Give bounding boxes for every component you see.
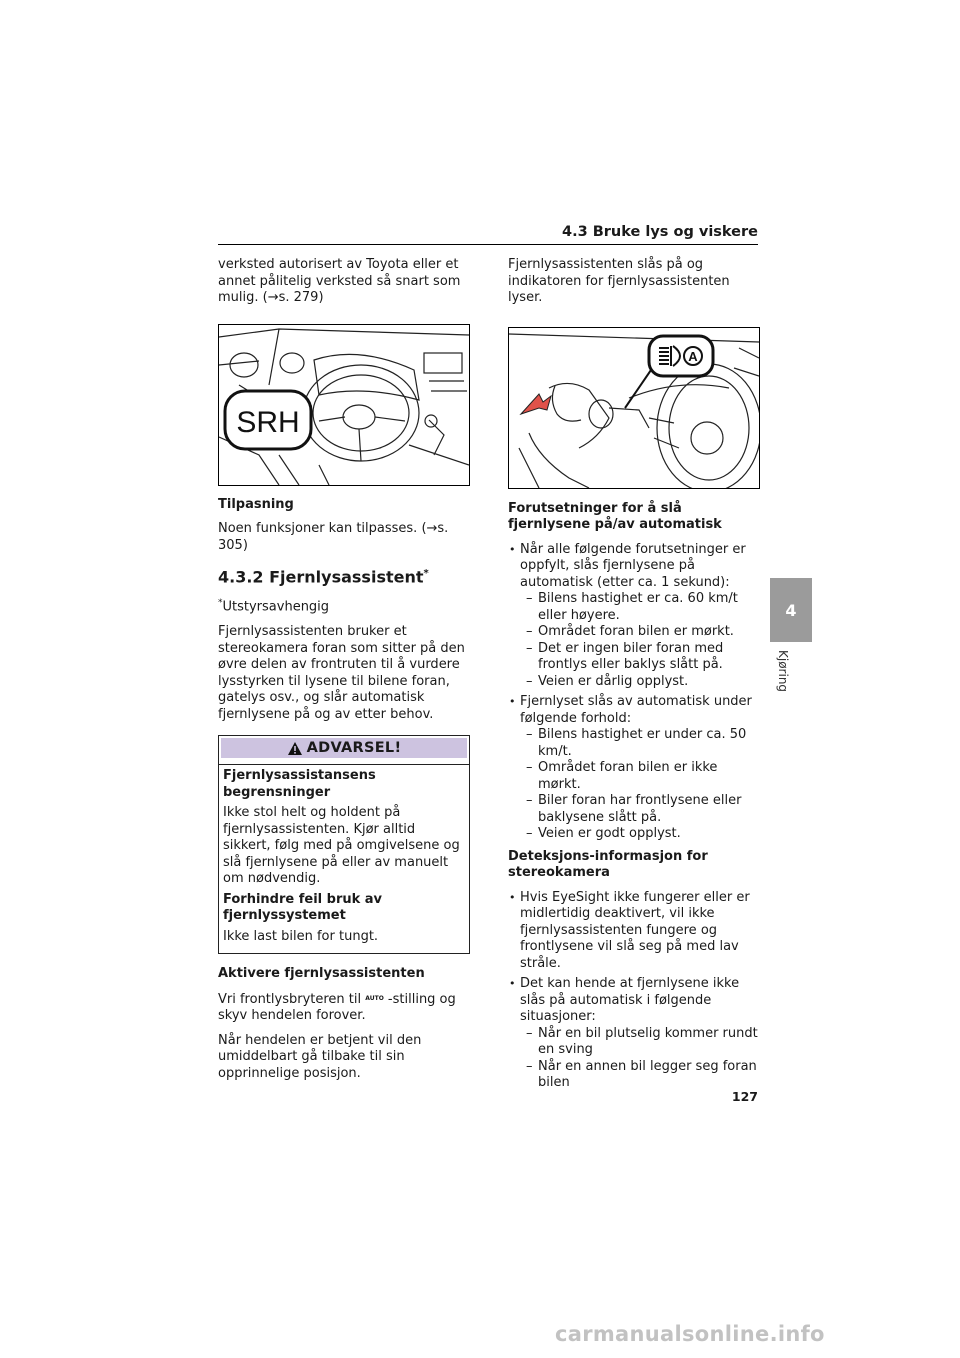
right-intro: Fjernlysassistenten slås på og indikatoren for fjernlysassistenten lyser. — [508, 257, 730, 305]
warning-box — [218, 735, 470, 954]
right-column — [508, 257, 760, 1098]
warning-text-1: Ikke stol helt og holdent på fjernlysassistenten. Kjør alltid sikkert, følg med på omgivelsene og slå fjernlysene på eller av manuelt om nødvendig. — [223, 805, 460, 887]
list-item: – Veien er godt opplyst. — [526, 826, 760, 843]
tilpasning-heading: Tilpasning — [218, 496, 294, 512]
list-item: – Området foran bilen er mørkt. — [526, 624, 760, 641]
lever-illustration — [509, 328, 759, 488]
intro-paragraph: verksted autorisert av Toyota eller et annet pålitelig verksted så snart som mulig. (→s. 279) — [218, 257, 461, 305]
list-item: • Det kan hende at fjernlysene ikke slås på automatisk i følgende situasjoner: – Når en bil plutselig kommer rundt en sving – Når en annen bil legger seg foran bilen — [508, 976, 760, 1092]
chapter-tab: 4 — [770, 578, 812, 642]
warning-triangle-icon — [287, 741, 303, 756]
release-text: Når hendelen er betjent vil den umiddelbart gå tilbake til sin opprinnelige posisjon. — [218, 1032, 422, 1081]
list-item: – Biler foran har frontlysene eller baklysene slått på. — [526, 793, 760, 826]
list-item: • Når alle følgende forutsetninger er oppfylt, slås fjernlysene på automatisk (etter ca. 1 sekund): – Bilens hastighet er ca. 60 km/t eller høyere. – Området foran bilen er mørkt. – Det er ingen biler foran med frontlys eller baklys slått på. – Veien er dårlig opplyst. — [508, 542, 760, 691]
srh-figure — [218, 324, 470, 486]
warning-heading-1: Fjernlysassistansens begrensninger — [223, 768, 376, 800]
watermark: carmanualsonline.info — [555, 1322, 825, 1346]
description-paragraph: Fjernlysassistenten bruker et stereokamera foran som sitter på den øvre delen av frontruten til å vurdere lysstyrken til lysene til bilene foran, gatelys osv., og slår automatisk fjernlysene på og av etter behov. — [218, 624, 465, 722]
srh-label: SRH — [236, 405, 300, 439]
list-item: – Når en annen bil legger seg foran bilen — [526, 1059, 760, 1092]
indicator-a-label: A — [688, 348, 698, 364]
activate-text: Vri frontlysbryteren til $^{AUTO}$ -stilling og skyv hendelen forover. — [218, 991, 456, 1024]
tilpasning-text: Noen funksjoner kan tilpasses. (→s. 305) — [218, 521, 449, 553]
list-item: – Bilens hastighet er ca. 60 km/t eller høyere. — [526, 591, 760, 624]
conditions-heading: Forutsetninger for å slå fjernlysene på/av automatisk — [508, 500, 722, 532]
list-item: – Det er ingen biler foran med frontlys eller baklys slått på. — [526, 641, 760, 674]
warning-text-2: Ikke last bilen for tungt. — [223, 928, 379, 944]
auto-icon: AUTO — [365, 994, 384, 1002]
detection-list — [508, 890, 760, 1092]
conditions-list — [508, 542, 760, 843]
list-item: – Området foran bilen er ikke mørkt. — [526, 760, 760, 793]
dashboard-illustration — [219, 325, 469, 485]
section-title: 4.3.2 Fjernlysassistent* — [218, 567, 429, 587]
activate-heading: Aktivere fjernlysassistenten — [218, 966, 425, 982]
page-header-title: 4.3 Bruke lys og viskere — [561, 224, 758, 240]
list-item: – Bilens hastighet er under ca. 50 km/t. — [526, 727, 760, 760]
lever-figure — [508, 327, 760, 489]
list-item: • Hvis EyeSight ikke fungerer eller er midlertidig deaktivert, vil ikke fjernlysassistenten fungere og frontlysene vil slå seg på med lav stråle. — [508, 890, 760, 973]
warning-heading-2: Forhindre feil bruk av fjernlyssystemet — [223, 891, 383, 924]
warning-title: ADVARSEL! — [306, 739, 402, 756]
list-item: • Fjernlyset slås av automatisk under følgende forhold: – Bilens hastighet er under ca. 50 km/t. – Området foran bilen er ikke mørkt. – Biler foran har frontlysene eller baklysene slått på. – Veien er godt opplyst. — [508, 694, 760, 843]
push-direction-arrow — [521, 394, 551, 414]
chapter-label: Kjøring — [776, 650, 790, 693]
list-item: – Veien er dårlig opplyst. — [526, 674, 760, 691]
warning-header — [221, 738, 467, 758]
page-number: 127 — [731, 1089, 758, 1104]
list-item: – Når en bil plutselig kommer rundt en sving — [526, 1026, 760, 1059]
left-column — [218, 257, 470, 1088]
detection-heading: Deteksjons-informasjon for stereokamera — [508, 848, 708, 880]
header-rule — [218, 244, 758, 245]
footnote: *Utstyrsavhengig — [218, 598, 330, 615]
